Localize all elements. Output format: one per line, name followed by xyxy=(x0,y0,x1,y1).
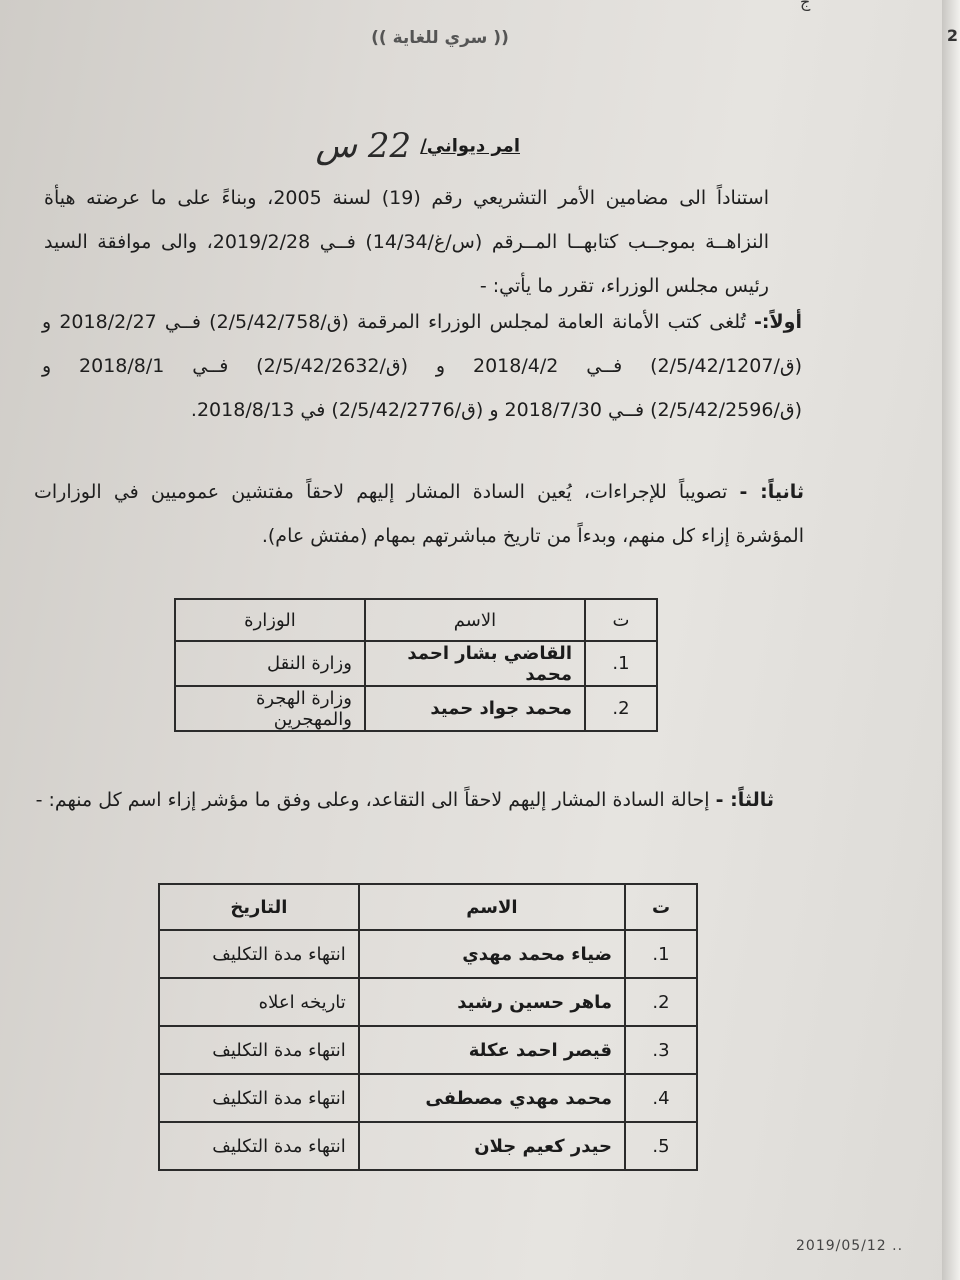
top-mark: ج xyxy=(800,0,811,11)
table-row xyxy=(159,1026,697,1074)
classification-label: (( سري للغاية )) xyxy=(371,28,509,48)
section-second-label: ثانياً: - xyxy=(739,481,804,503)
row-date: انتهاء مدة التكليف xyxy=(159,1074,359,1122)
row-num: 3. xyxy=(625,1026,697,1074)
inspectors-table xyxy=(174,598,658,732)
section-third-label: ثالثاً: - xyxy=(715,789,774,811)
row-ministry: وزارة الهجرة والمهجرين xyxy=(175,686,365,731)
col-header-num: ت xyxy=(625,884,697,930)
col-header-ministry: الوزارة xyxy=(175,599,365,641)
section-first xyxy=(42,300,802,432)
col-header-num: ت xyxy=(585,599,657,641)
row-date: انتهاء مدة التكليف xyxy=(159,1026,359,1074)
section-first-text: تُلغى كتب الأمانة العامة لمجلس الوزراء المرقمة (ق/2/5/42/758) فــي 2018/2/27 و (ق/2/5/42/1207) فــي 2018/4/2 و (ق/2/5/42/2632) فــي 2018/8/1 و (ق/2/5/42/2596) فــي 2018/7/30 و (ق/2/5/42/2776) في 2018/8/13. xyxy=(42,311,803,421)
order-label: امر ديواني/ xyxy=(420,135,520,157)
row-date: انتهاء مدة التكليف xyxy=(159,1122,359,1170)
col-header-name: الاسم xyxy=(359,884,625,930)
row-name: محمد مهدي مصطفى xyxy=(359,1074,625,1122)
section-first-label: أولاً:- xyxy=(754,311,802,333)
row-name: القاضي بشار احمد محمد xyxy=(365,641,585,686)
order-number: 22 س xyxy=(315,126,412,166)
table-row xyxy=(159,930,697,978)
row-num: 1. xyxy=(585,641,657,686)
row-num: 2. xyxy=(625,978,697,1026)
row-date: تاريخه اعلاه xyxy=(159,978,359,1026)
row-num: 2. xyxy=(585,686,657,731)
section-third xyxy=(22,778,774,822)
row-num: 4. xyxy=(625,1074,697,1122)
row-name: قيصر احمد عكلة xyxy=(359,1026,625,1074)
intro-text: استناداً الى مضامين الأمر التشريعي رقم (19) لسنة 2005، وبناءً على ما عرضته هيأة النزاهــة بموجــب كتابهــا المــرقم (س/غ/14/34) فــي 2019/2/28، والى موافقة السيد رئيس مجلس الوزراء، تقرر ما يأتي: - xyxy=(44,187,769,297)
table-row xyxy=(175,686,657,731)
col-header-date: التاريخ xyxy=(159,884,359,930)
row-num: 1. xyxy=(625,930,697,978)
row-name: ضياء محمد مهدي xyxy=(359,930,625,978)
table-row xyxy=(175,641,657,686)
section-second xyxy=(34,470,804,558)
row-name: محمد جواد حميد xyxy=(365,686,585,731)
row-num: 5. xyxy=(625,1122,697,1170)
row-name: ماهر حسين رشيد xyxy=(359,978,625,1026)
page-edge xyxy=(942,0,960,1280)
table-row xyxy=(159,1122,697,1170)
section-third-text: إحالة السادة المشار إليهم لاحقاً الى التقاعد، وعلى وفق ما مؤشر إزاء اسم كل منهم: - xyxy=(35,789,710,811)
page-marker: 2 xyxy=(946,26,958,45)
section-second-text: تصويباً للإجراءات، يُعين السادة المشار إليهم لاحقاً مفتشين عموميين في الوزارات المؤشرة إزاء كل منهم، وبدءاً من تاريخ مباشرتهم بمهام (مفتش عام). xyxy=(34,481,804,547)
order-title xyxy=(270,126,520,170)
col-header-name: الاسم xyxy=(365,599,585,641)
intro-paragraph xyxy=(44,176,769,308)
row-name: حيدر كعيم جلان xyxy=(359,1122,625,1170)
row-ministry: وزارة النقل xyxy=(175,641,365,686)
table-header-row xyxy=(159,884,697,930)
table-row xyxy=(159,1074,697,1122)
footer-date: 2019/05/12 .. xyxy=(796,1238,904,1254)
table-row xyxy=(159,978,697,1026)
row-date: انتهاء مدة التكليف xyxy=(159,930,359,978)
retirement-table xyxy=(158,883,698,1171)
table-header-row xyxy=(175,599,657,641)
